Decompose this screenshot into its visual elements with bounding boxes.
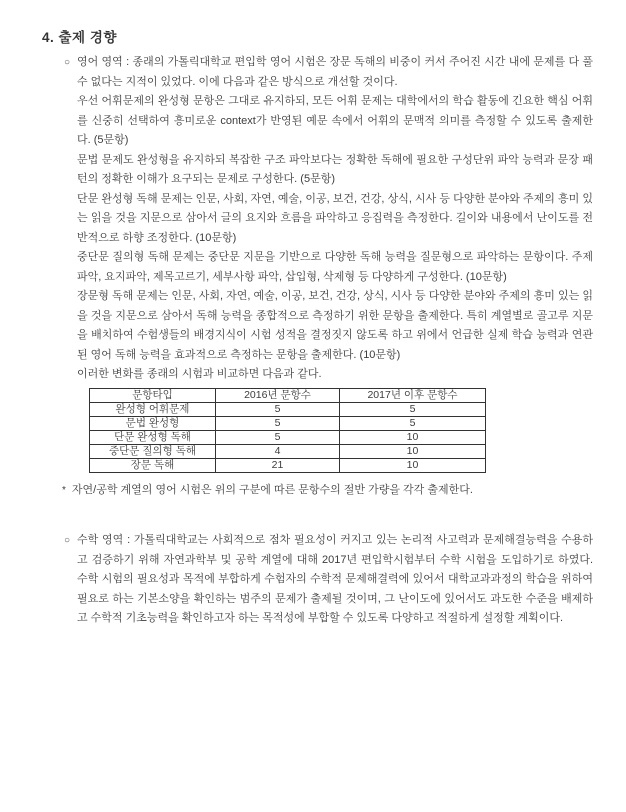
english-section [64,53,593,473]
page-heading: 4. 출제 경향 [42,30,117,45]
paragraph: 수학 영역 : 가톨릭대학교는 사회적으로 점차 필요성이 커지고 있는 논리적 사고력과 문제해결능력을 수용하고 검증하기 위해 자연과학부 및 공학 계열에 대해 2017년 편입학시험부터 수학 시험을 도입하기로 하였다. 수학 시험의 필요성과 목적에 부합하게 수험자의 수학적 문제해결력에 있어서 대학교과과정의 학습을 위하여 필요로 하는 기본소양을 확인하는 범주의 문제가 출제될 것이며, 그 난이도에 있어서도 과도한 수준을 배제하고 수학적 기초능력을 확인하고자 하는 목적성에 부합할 수 있도록 다양하고 적절하게 설정할 계획이다. [77,534,593,624]
table-cell: 10 [340,430,486,444]
table-cell: 중단문 질의형 독해 [90,444,216,458]
paragraph: 장문형 독해 문제는 인문, 사회, 자연, 예술, 이공, 보건, 건강, 상식, 시사 등 다양한 분야와 주제의 흥미 있는 읽을 것을 지문으로 삼아서 독해 능력을 종합적으로 측정하기 위한 문항을 출제한다. 특히 계열별로 골고루 지문을 배치하여 수험생들의 배경지식이 시험 성적을 결정짓지 않도록 하고 위에서 언급한 실제 학습 능력과 연관된 영어 독해 능력을 효과적으로 측정하는 문항을 출제한다. (10문항) [77,290,593,361]
table-cell: 4 [216,444,340,458]
paragraph: 이러한 변화를 종래의 시험과 비교하면 다음과 같다. [77,368,322,380]
math-section-content [77,531,593,629]
paragraph: 우선 어휘문제의 완성형 문항은 그대로 유지하되, 모든 어휘 문제는 대학에서의 학습 활동에 긴요한 핵심 어휘를 신중히 선택하여 흥미로운 context가 반영된 예문 속에서 어휘의 문맥적 의미를 측정할 수 있도록 출제한다. (5문항) [77,95,593,146]
table-cell: 완성형 어휘문제 [90,402,216,416]
column-header: 문항타입 [90,388,216,402]
table-row [90,402,486,416]
table-cell: 5 [216,430,340,444]
paragraph: 중단문 질의형 독해 문제는 중단문 지문을 기반으로 다양한 독해 능력을 질문형으로 파악하는 문항이다. 주제파악, 요지파악, 제목고르기, 세부사항 파악, 삽입형, 삭제형 등 다양하게 구성한다. (10문항) [77,251,593,283]
table-cell: 5 [340,402,486,416]
table-row [90,430,486,444]
paragraph: 영어 영역 : 종래의 가톨릭대학교 편입학 영어 시험은 장문 독해의 비중이 커서 주어진 시간 내에 문제를 다 풀 수 없다는 지적이 있었다. 이에 다음과 같은 방식으로 개선할 것이다. [77,56,593,88]
column-header: 2016년 문항수 [216,388,340,402]
table-cell: 5 [216,402,340,416]
asterisk-marker: * [62,484,66,496]
footnote [62,481,593,501]
column-header: 2017년 이후 문항수 [340,388,486,402]
table-cell: 문법 완성형 [90,416,216,430]
table-cell: 21 [216,458,340,472]
circle-bullet: ○ [64,57,71,68]
table-cell: 5 [340,416,486,430]
table-header-row [90,388,486,402]
table-cell: 10 [340,444,486,458]
table-cell: 5 [216,416,340,430]
table-row [90,416,486,430]
english-section-content [77,53,593,473]
paragraph: 단문 완성형 독해 문제는 인문, 사회, 자연, 예술, 이공, 보건, 건강, 상식, 시사 등 다양한 분야와 주제의 흥미 있는 읽을 것을 지문으로 삼아서 글의 요지와 흐름을 파악하고 응집력을 측정한다. 길이와 내용에서 난이도를 전반적으로 하향 조정한다. (10문항) [77,192,593,244]
paragraph: 문법 문제도 완성형을 유지하되 복잡한 구조 파악보다는 정확한 독해에 필요한 구성단위 파악 능력과 문장 패턴의 정확한 이해가 요구되는 문제로 구성한다. (5문항) [77,153,593,185]
table-cell: 단문 완성형 독해 [90,430,216,444]
footnote-text: 자연/공학 계열의 영어 시험은 위의 구분에 따른 문항수의 절반 가량을 각각 출제한다. [71,483,473,496]
table-cell: 10 [340,458,486,472]
table-cell: 장문 독해 [90,458,216,472]
math-section [64,531,593,629]
circle-bullet: ○ [64,535,71,546]
table-row [90,458,486,472]
question-count-table [89,388,486,473]
table-row [90,444,486,458]
